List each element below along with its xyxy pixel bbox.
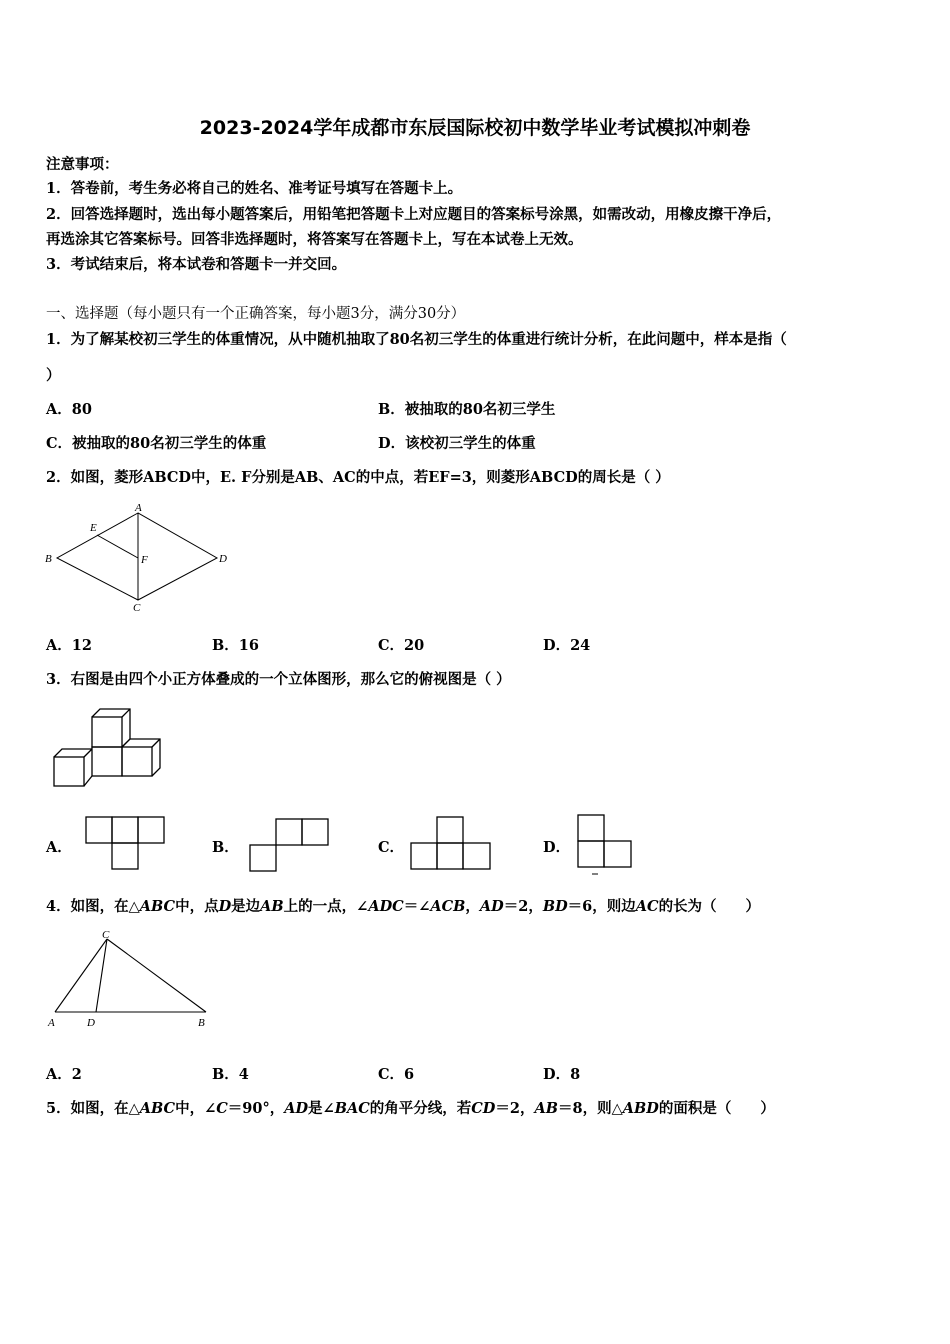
page-title: 2023-2024学年成都市东辰国际校初中数学毕业考试模拟冲刺卷 (199, 117, 751, 139)
cube-stack-figure (50, 704, 170, 794)
question-3-text: 3．右图是由四个小正方体叠成的一个立体图形，那么它的俯视图是（ ） (46, 671, 511, 688)
q2-option-d[interactable]: D．24 (543, 637, 591, 654)
label-d: D (219, 553, 227, 565)
q2-option-c[interactable]: C．20 (378, 637, 425, 654)
q3-option-c[interactable]: C． (378, 839, 405, 856)
q1-option-a[interactable]: A．80 (46, 401, 92, 418)
q4-option-b[interactable]: B．4 (212, 1066, 249, 1083)
q3-option-d-figure[interactable] (577, 814, 637, 876)
label-c: C (133, 602, 141, 614)
q3-option-a-figure[interactable] (85, 816, 167, 872)
label-b: B (45, 553, 52, 565)
question-5-text: 5．如图，在△ABC中，∠C＝90°，AD是∠BAC的角平分线，若CD＝2，AB＝8，则△ABD的面积是（ ） (46, 1100, 775, 1117)
question-1-text: 1．为了解某校初三学生的体重情况，从中随机抽取了80名初三学生的体重进行统计分析，在此问题中，样本是指（ (46, 331, 787, 348)
q1-option-b[interactable]: B．被抽取的80名初三学生 (378, 401, 556, 418)
notice-item-2: 2．回答选择题时，选出每小题答案后，用铅笔把答题卡上对应题目的答案标号涂黑，如需改动，用橡皮擦干净后， (46, 206, 782, 223)
notice-item-3: 3．考试结束后，将本试卷和答题卡一并交回。 (46, 256, 347, 273)
q4-option-c[interactable]: C．6 (378, 1066, 415, 1083)
q3-option-b[interactable]: B． (212, 839, 239, 856)
tri-label-c: C (102, 929, 110, 941)
q1-option-c[interactable]: C．被抽取的80名初三学生的体重 (46, 435, 267, 452)
label-f: F (141, 554, 148, 566)
q3-option-b-figure[interactable] (249, 818, 331, 874)
q3-option-a[interactable]: A． (46, 839, 72, 856)
section-heading: 一、选择题（每小题只有一个正确答案，每小题3分，满分30分） (46, 306, 466, 322)
q3-option-c-figure[interactable] (410, 816, 494, 872)
triangle-figure (44, 925, 219, 1035)
q2-option-a[interactable]: A．12 (46, 637, 92, 654)
q1-option-d[interactable]: D．该校初三学生的体重 (378, 435, 536, 452)
q4-option-a[interactable]: A．2 (46, 1066, 82, 1083)
notice-item-2-cont: 再选涂其它答案标号。回答非选择题时，将答案写在答题卡上，写在本试卷上无效。 (46, 231, 583, 248)
label-e: E (90, 522, 97, 534)
question-4-text: 4．如图，在△ABC中，点D是边AB上的一点，∠ADC＝∠ACB，AD＝2，BD＝6，则边AC的长为（ ） (46, 898, 761, 915)
tri-label-a: A (48, 1017, 55, 1029)
label-a: A (135, 502, 142, 514)
tri-label-d: D (87, 1017, 95, 1029)
notice-heading: 注意事项： (46, 156, 119, 173)
question-2-text: 2．如图，菱形ABCD中，E. F分别是AB、AC的中点，若EF=3，则菱形ABCD的周长是（ ） (46, 469, 670, 486)
q3-option-d[interactable]: D． (543, 839, 571, 856)
rhombus-figure (40, 498, 240, 618)
notice-item-1: 1．答卷前，考生务必将自己的姓名、准考证号填写在答题卡上。 (46, 180, 463, 197)
q4-option-d[interactable]: D．8 (543, 1066, 581, 1083)
question-1-text-cont: ） (46, 367, 61, 384)
q2-option-b[interactable]: B．16 (212, 637, 259, 654)
tri-label-b: B (198, 1017, 205, 1029)
